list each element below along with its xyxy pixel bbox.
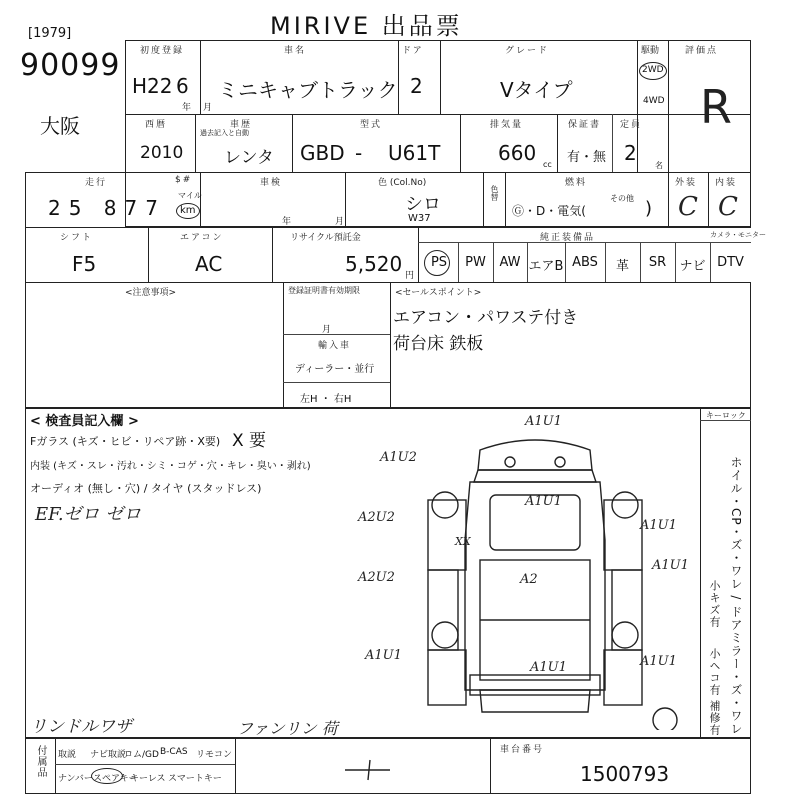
mileage-unit: km: [180, 205, 196, 216]
first-reg-label: 初度登録: [140, 46, 185, 56]
car-name-label: 車名: [284, 46, 307, 56]
fuel-label: 燃料: [565, 178, 588, 188]
accessory-item: スペアキー: [93, 774, 138, 784]
diagram-mark: A1U1: [640, 654, 677, 669]
mileage-value: 25 877: [48, 196, 166, 220]
diagram-mark: A1U1: [525, 414, 562, 429]
color-number: W37: [408, 213, 431, 224]
accessory-item: キーレス: [130, 774, 166, 784]
history-label: 車歴: [230, 120, 253, 130]
warranty-value: 有・無: [567, 150, 607, 165]
reg-month: 月: [322, 325, 332, 335]
side-note-2: 小ヘコ有: [708, 648, 721, 696]
diagram-mark: A1U2: [380, 450, 417, 465]
handle-value: 左H ・ 右H: [300, 394, 352, 405]
sales-point-label: <セールスポイント>: [395, 288, 482, 298]
handwritten-note-2: リンドルワザ: [30, 717, 132, 737]
model-prefix: GBD: [300, 141, 345, 165]
score-value: R: [700, 80, 732, 134]
ps-circle: [424, 250, 450, 276]
serial-number: 1500793: [580, 762, 670, 786]
equipment-label: 純正装備品: [540, 233, 596, 243]
model-label: 型式: [360, 120, 383, 130]
year-value: 2010: [140, 143, 184, 163]
accessory-item: ナビ取説: [90, 750, 127, 760]
meter-label: $#: [175, 175, 193, 185]
serial-label: 車台番号: [500, 745, 545, 755]
year-model-label: 西暦: [145, 120, 168, 130]
equipment-item-pw: PW: [465, 255, 486, 270]
fuel-close: ): [645, 198, 653, 219]
region-label: 大阪: [40, 114, 80, 138]
fuel-other: その他: [610, 194, 634, 203]
first-reg-year-unit: 年: [182, 103, 192, 113]
recycle-label: リサイクル預託金: [290, 233, 361, 243]
camera-label: カメラ・モニター: [710, 231, 766, 239]
shift-label: シフト: [60, 233, 94, 243]
signature-mark: [340, 755, 400, 785]
diagram-mark: A2U2: [358, 510, 395, 525]
notes-frame: [25, 282, 751, 408]
fuel-value: Ⓖ・D・電気(: [512, 204, 586, 218]
notes-label: <注意事項>: [125, 288, 177, 298]
model-code: U61T: [388, 141, 441, 165]
drive-4wd: 4WD: [643, 96, 665, 106]
inspection-year: 年: [282, 217, 292, 227]
spare-key-circle: [91, 768, 123, 784]
doors-label: ドア: [402, 46, 424, 56]
handwritten-note-1: EF.ゼロ ゼロ: [35, 504, 142, 525]
accessory-item: リモコン: [196, 750, 233, 760]
first-reg-era: H22: [132, 74, 173, 98]
drive-2wd: 2WD: [642, 65, 664, 75]
grade-value: Vタイプ: [500, 78, 573, 102]
color-side-label: 色替: [490, 185, 499, 201]
color-label: 色 (Col.No): [378, 178, 427, 188]
accessories-label: 付属品: [35, 745, 46, 778]
displacement-label: 排気量: [490, 120, 524, 130]
side-note-3: 補修有: [708, 700, 721, 736]
capacity-unit: 名: [655, 161, 663, 170]
car-name: ミニキャブトラック: [218, 78, 398, 102]
equipment-item-sr: SR: [648, 255, 667, 270]
vertical-notes: ホイル・CP・ズ・ワレ / ドアミラー・ズ・ワレ: [729, 456, 743, 736]
accessory-item: 取説: [58, 750, 77, 760]
diagram-mark: A2: [520, 572, 538, 587]
dealer-value: ディーラー・並行: [295, 364, 375, 375]
color-value: シロ: [405, 194, 441, 215]
year-code: [1979]: [28, 26, 72, 41]
equipment-item-abs: ABS: [572, 255, 598, 270]
equipment-item-革: 革: [615, 259, 629, 274]
interior-label: 内装: [715, 178, 738, 188]
displacement-value: 660: [498, 141, 537, 165]
capacity-label: 定員: [620, 120, 643, 130]
inspector-label: < 検査員記入欄 >: [30, 414, 139, 429]
model-dash: -: [355, 141, 363, 165]
history-note: 過去記入と自動: [200, 129, 249, 137]
exterior-value: C: [678, 192, 698, 222]
interior-note: 内装 (キズ・スレ・汚れ・シミ・コゲ・穴・キレ・臭い・剥れ): [30, 461, 311, 472]
glass-note: Fガラス (キズ・ヒビ・リペア跡・X要): [30, 435, 221, 448]
glass-mark: X 要: [232, 426, 266, 451]
sales-point-1: エアコン・パワステ付き: [393, 308, 579, 328]
score-label: 評価点: [685, 46, 719, 56]
capacity-value: 2: [624, 141, 637, 165]
aircon-value: AC: [195, 252, 223, 276]
mileage-unit-top: マイル: [178, 191, 202, 200]
handwritten-note-3: ファンリン 荷: [237, 719, 338, 738]
mileage-label: 走行: [85, 178, 108, 188]
exterior-label: 外装: [675, 178, 698, 188]
accessory-item: B-CAS: [160, 747, 188, 757]
equipment-item-ps: PS: [430, 255, 448, 270]
diagram-mark: A1U1: [530, 660, 567, 675]
diagram-mark: A1U1: [365, 648, 402, 663]
inspection-month: 月: [335, 217, 345, 227]
diagram-mark: A1U1: [652, 558, 689, 573]
first-reg-month-unit: 月: [203, 103, 213, 113]
equipment-item-dtv: DTV: [717, 255, 744, 270]
displacement-unit: cc: [543, 160, 552, 169]
inspection-label: 車検: [260, 178, 283, 188]
doors-value: 2: [410, 74, 423, 98]
aircon-label: エアコン: [180, 233, 224, 243]
side-note-1: 小キズ有: [708, 580, 721, 628]
history-value: レンタ: [224, 148, 274, 168]
accessory-item: スマートキー: [168, 774, 222, 784]
accessory-item: ロム/GD: [124, 750, 159, 760]
accessory-item: ナンバー: [58, 774, 93, 784]
keylock-label: キーロック: [706, 411, 746, 420]
equipment-item-ナビ: ナビ: [679, 259, 706, 274]
warranty-label: 保証書: [568, 120, 602, 130]
diagram-mark: A1U1: [640, 518, 677, 533]
sales-point-2: 荷台床 鉄板: [393, 334, 484, 354]
shift-value: F5: [72, 252, 97, 276]
import-label: 輸入車: [318, 341, 352, 351]
diagram-mark: XX: [455, 535, 471, 548]
drive-label: 駆動: [641, 46, 660, 56]
diagram-mark: A2U2: [358, 570, 395, 585]
audio-note: オーディオ (無し・穴) / タイヤ (スタッドレス): [30, 482, 262, 495]
recycle-unit: 円: [405, 271, 415, 281]
interior-value: C: [718, 192, 738, 222]
grade-label: グレード: [505, 46, 550, 56]
equipment-item-aw: AW: [499, 255, 521, 270]
lot-number: 90099: [20, 48, 121, 83]
recycle-value: 5,520: [345, 252, 403, 276]
diagram-mark: A1U1: [525, 494, 562, 509]
equipment-item-エアb: エアB: [528, 259, 564, 274]
reg-expiry-label: 登録証明書有効期限: [288, 286, 360, 295]
form-title: MIRIVE 出品票: [270, 12, 463, 40]
first-reg-month: 6: [176, 74, 189, 98]
